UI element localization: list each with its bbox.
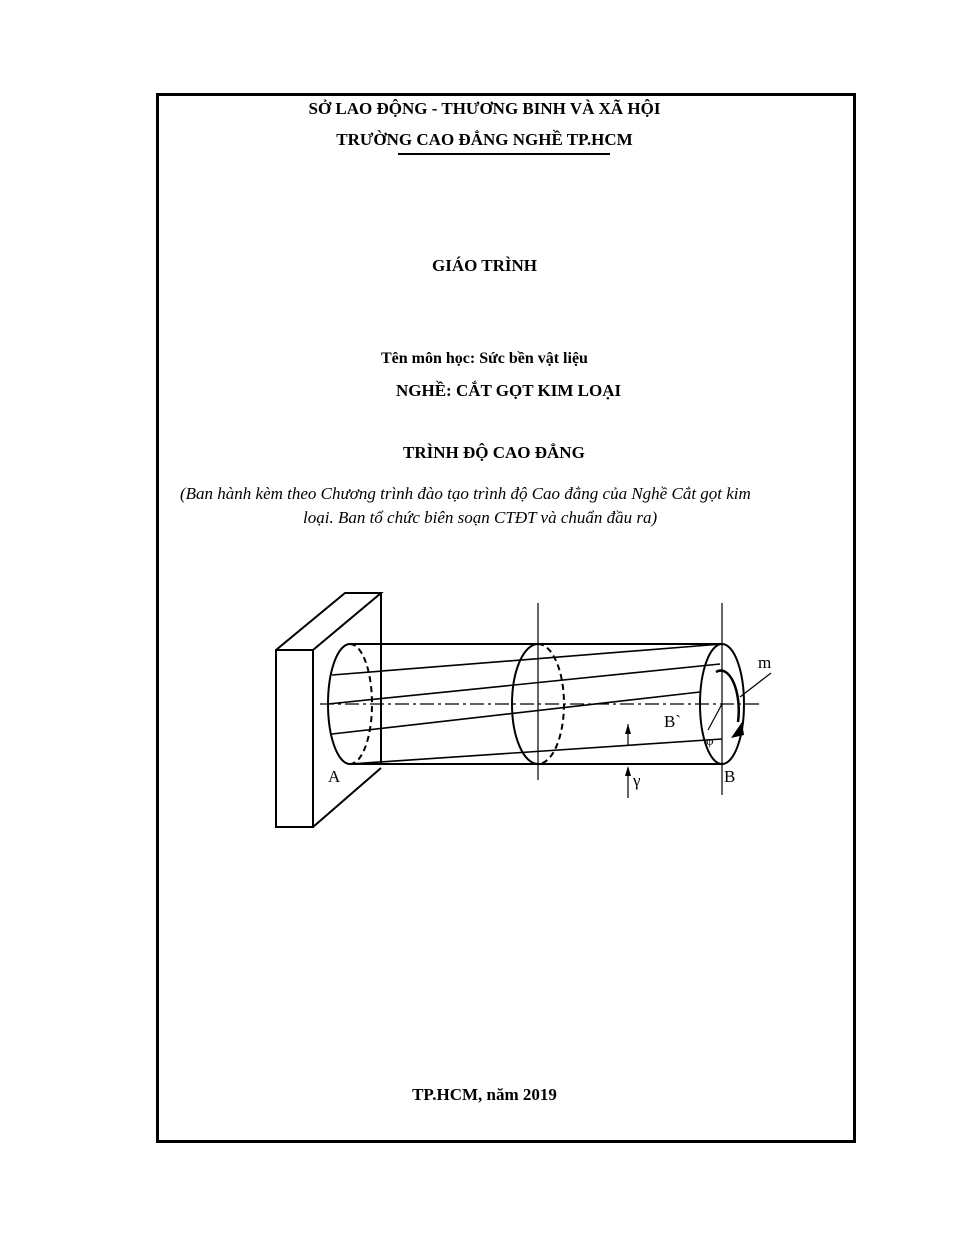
label-b: B (724, 767, 736, 786)
label-phi: φ (706, 733, 714, 748)
wall-top-face (276, 593, 381, 650)
label-a: A (328, 767, 341, 786)
school-heading: TRƯỜNG CAO ĐẲNG NGHỀ TP.HCM (336, 130, 633, 149)
moment-leader (740, 673, 771, 697)
trade-line: NGHỀ: CẮT GỌT KIM LOẠI (396, 381, 622, 400)
label-b-prime: B` (664, 712, 681, 731)
gamma-upper-arrowhead (625, 724, 631, 734)
gamma-lower-arrowhead (625, 766, 631, 776)
generatrix-4 (350, 739, 722, 764)
subject-line: Tên môn học: Sức bền vật liệu (381, 350, 588, 367)
label-gamma: γ (633, 771, 641, 790)
issuance-note-line2: loại. Ban tổ chức biên soạn CTĐT và chuẩn đầu ra) (303, 508, 658, 527)
level-line: TRÌNH ĐỘ CAO ĐẲNG (403, 443, 585, 462)
wall-front-face (276, 650, 313, 827)
wall-bottom-edge (313, 768, 381, 827)
issuance-note-line1: (Ban hành kèm theo Chương trình đào tạo trình độ Cao đẳng của Nghề Cắt gọt kim (180, 484, 751, 503)
document-title: GIÁO TRÌNH (431, 256, 537, 275)
label-m: m (758, 653, 772, 672)
footer-place-year: TP.HCM, năm 2019 (412, 1085, 557, 1104)
ministry-heading: SỞ LAO ĐỘNG - THƯƠNG BINH VÀ XÃ HỘI (308, 99, 661, 118)
